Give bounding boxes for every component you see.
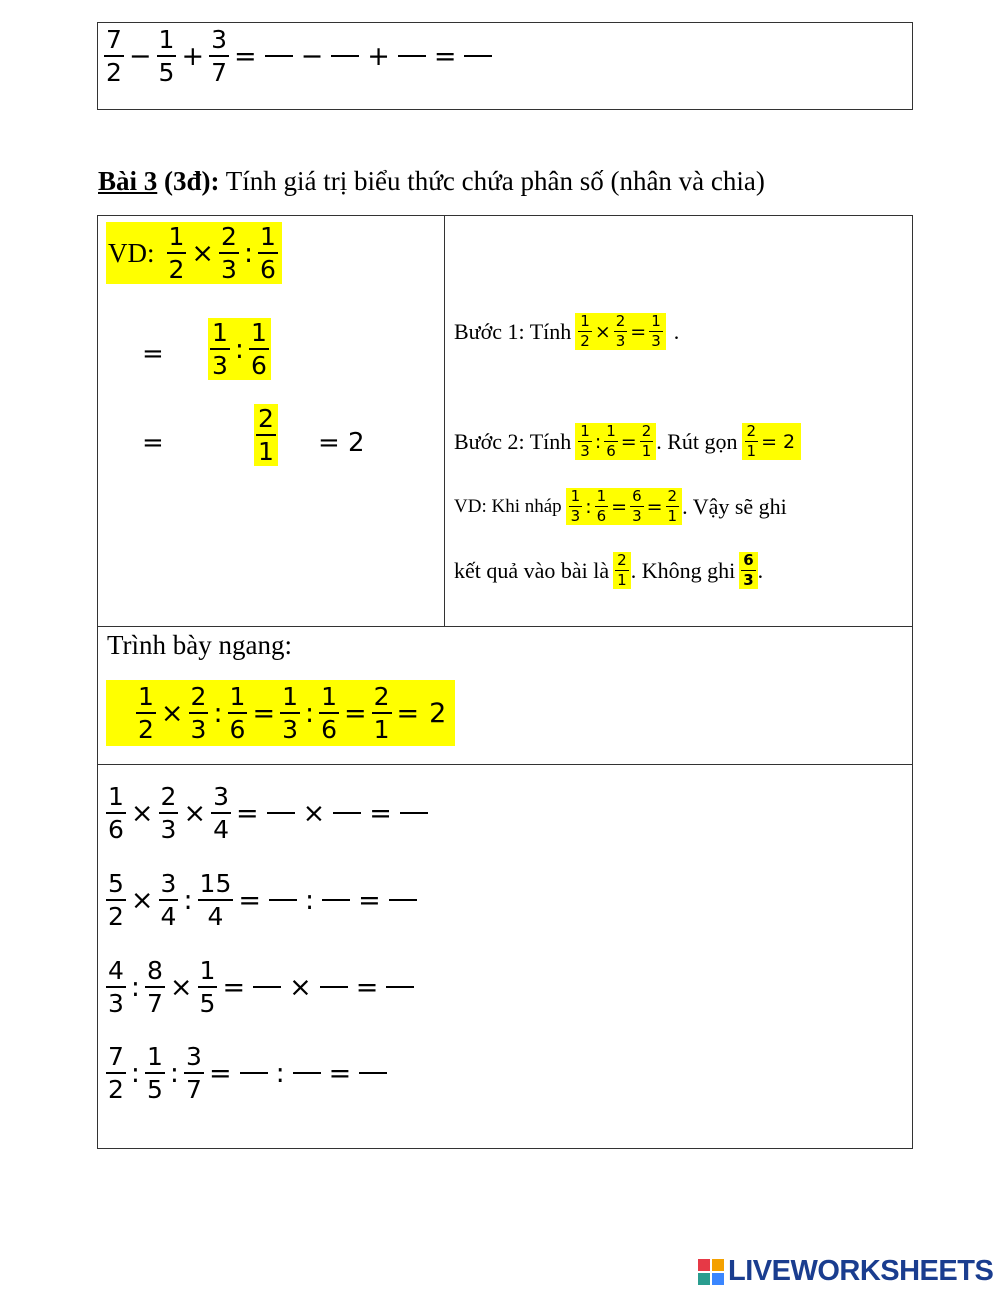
- operator: :: [213, 697, 223, 729]
- answer-blank[interactable]: [359, 1072, 387, 1074]
- fraction: [666, 489, 680, 524]
- denominator: 2: [138, 715, 154, 744]
- number: 2: [783, 430, 796, 453]
- numerator: 1: [136, 684, 156, 714]
- numerator: 1: [258, 224, 278, 254]
- denominator: 1: [746, 442, 757, 460]
- denominator: 3: [651, 332, 661, 350]
- answer-blank[interactable]: [293, 1072, 321, 1074]
- exercise-row: [106, 1030, 431, 1116]
- numerator: 1: [167, 224, 187, 254]
- fraction: [249, 320, 269, 378]
- operator: =: [252, 697, 276, 729]
- denominator: 3: [632, 507, 642, 525]
- example-result: = 2: [318, 428, 365, 458]
- fraction: [569, 489, 583, 524]
- step2-mid: . Rút gọn: [656, 428, 738, 454]
- numerator: 1: [580, 422, 590, 440]
- fraction: [211, 784, 231, 842]
- fraction: [228, 684, 248, 742]
- denominator: 2: [108, 902, 124, 931]
- column-divider: [444, 216, 445, 626]
- denominator: 3: [615, 332, 626, 350]
- exercise-row: [106, 770, 431, 856]
- numerator: 1: [157, 27, 177, 57]
- operator: ×: [191, 237, 215, 269]
- note-not: [739, 552, 757, 589]
- operator: +: [367, 40, 390, 72]
- note-label: VD: Khi nháp: [454, 495, 562, 517]
- operator: ×: [130, 797, 154, 829]
- numerator: 1: [210, 320, 230, 350]
- denominator: 3: [743, 571, 754, 589]
- denominator: 2: [108, 1075, 124, 1104]
- operator: =: [344, 697, 367, 729]
- numerator: 2: [189, 684, 209, 714]
- fraction: [258, 224, 278, 282]
- denominator: 6: [321, 715, 337, 744]
- fraction: [741, 553, 755, 588]
- denominator: 3: [282, 715, 298, 744]
- numerator: 4: [106, 958, 126, 988]
- answer-blank[interactable]: [253, 986, 281, 988]
- top-exercise-expression: [104, 27, 495, 85]
- section-instruction: Tính giá trị biểu thức chứa phân số (nhân và chia): [225, 166, 765, 196]
- fraction: [136, 684, 156, 742]
- note-mid: . Vậy sẽ ghi: [682, 493, 787, 519]
- example-line3: [254, 404, 278, 466]
- denominator: 6: [596, 507, 607, 525]
- answer-blank[interactable]: [240, 1072, 268, 1074]
- fraction: [106, 1044, 126, 1102]
- denominator: 1: [667, 507, 678, 525]
- operator: +: [181, 40, 205, 72]
- example-line2: [208, 318, 271, 380]
- fraction: [104, 27, 124, 85]
- fraction: [189, 684, 209, 742]
- numerator: 6: [743, 551, 754, 569]
- section-label: Bài 3: [98, 166, 158, 196]
- operator: ×: [169, 971, 193, 1003]
- fraction: [198, 871, 234, 929]
- operator: :: [275, 1057, 285, 1089]
- numerator: 15: [198, 871, 234, 901]
- operator: =: [369, 797, 392, 829]
- fraction: [219, 224, 239, 282]
- numerator: 1: [106, 784, 126, 814]
- answer-blank[interactable]: [267, 812, 295, 814]
- operator: ×: [302, 797, 326, 829]
- fraction: [106, 784, 126, 842]
- step2-label: Bước 2: Tính: [454, 428, 572, 454]
- operator: ×: [594, 320, 611, 343]
- answer-blank[interactable]: [265, 55, 293, 57]
- fraction: [578, 314, 592, 349]
- answer-blank[interactable]: [464, 55, 492, 57]
- denominator: 3: [160, 815, 177, 844]
- denominator: 4: [207, 902, 224, 931]
- numerator: 7: [104, 27, 124, 57]
- numerator: 1: [319, 684, 339, 714]
- numerator: 8: [145, 958, 165, 988]
- answer-blank[interactable]: [331, 55, 359, 57]
- fraction: [604, 424, 618, 459]
- denominator: 7: [211, 58, 227, 87]
- operator: =: [433, 40, 457, 72]
- watermark: [698, 1255, 993, 1288]
- denominator: 6: [260, 255, 276, 284]
- number: 2: [429, 697, 447, 729]
- numerator: 6: [632, 487, 642, 505]
- numerator: 1: [145, 1044, 165, 1074]
- denominator: 6: [251, 351, 267, 380]
- fraction: [256, 406, 276, 464]
- example-equals-2: =: [142, 428, 164, 458]
- step1-expression: [575, 313, 665, 350]
- fraction: [640, 424, 654, 459]
- horizontal-title: Trình bày ngang:: [107, 630, 293, 660]
- operator: =: [355, 971, 379, 1003]
- horizontal-expression: [106, 680, 455, 746]
- fraction: [167, 224, 187, 282]
- numerator: 1: [651, 312, 661, 330]
- fraction: [210, 320, 230, 378]
- denominator: 4: [213, 815, 229, 844]
- operator: =: [630, 320, 647, 343]
- fraction: [630, 489, 644, 524]
- numerator: 3: [159, 871, 179, 901]
- operator: =: [396, 697, 420, 729]
- numerator: 2: [667, 487, 678, 505]
- step1: [454, 313, 679, 350]
- step2: [454, 423, 801, 460]
- operator: =: [761, 430, 777, 453]
- denominator: 7: [186, 1075, 202, 1104]
- operator: :: [594, 430, 602, 453]
- operator: =: [611, 495, 628, 518]
- operator: =: [358, 884, 381, 916]
- section-points: (3đ):: [164, 166, 220, 196]
- numerator: 2: [615, 312, 626, 330]
- denominator: 3: [570, 507, 581, 525]
- example-equals-1: =: [142, 339, 164, 369]
- denominator: 3: [580, 442, 590, 460]
- denominator: 5: [158, 58, 175, 87]
- fraction: [106, 871, 126, 929]
- denominator: 6: [606, 442, 616, 460]
- numerator: 1: [249, 320, 269, 350]
- top-exercise-box: [97, 22, 913, 110]
- note-mid2: . Không ghi: [630, 557, 736, 583]
- note-end: .: [757, 557, 764, 583]
- fraction: [157, 27, 177, 85]
- operator: :: [183, 884, 193, 916]
- denominator: 1: [373, 715, 390, 744]
- denominator: 2: [168, 255, 185, 284]
- operator: =: [208, 1057, 232, 1089]
- operator: :: [304, 697, 315, 729]
- fraction: [578, 424, 592, 459]
- exercise-table: [97, 215, 913, 1149]
- numerator: 3: [209, 27, 229, 57]
- fraction: [614, 314, 628, 349]
- denominator: 5: [147, 1075, 163, 1104]
- answer-blank[interactable]: [389, 899, 417, 901]
- answer-blank[interactable]: [333, 812, 361, 814]
- answer-blank[interactable]: [322, 899, 350, 901]
- numerator: 1: [606, 422, 616, 440]
- fraction: [372, 684, 392, 742]
- denominator: 1: [617, 571, 627, 589]
- numerator: 2: [617, 551, 627, 569]
- numerator: 2: [219, 224, 239, 254]
- numerator: 3: [211, 784, 231, 814]
- denominator: 3: [212, 351, 228, 380]
- note-result: [613, 552, 631, 589]
- denominator: 2: [580, 332, 590, 350]
- operator: =: [646, 495, 663, 518]
- denominator: 3: [190, 715, 207, 744]
- step2-expression: [575, 423, 656, 460]
- operator: ×: [130, 884, 154, 916]
- fraction: [106, 958, 126, 1016]
- operator: =: [235, 797, 259, 829]
- denominator: 2: [106, 58, 122, 87]
- logo-icon: [698, 1259, 724, 1285]
- operator: :: [585, 495, 592, 518]
- row-divider: [98, 764, 912, 765]
- operator: =: [222, 971, 246, 1003]
- fraction: [159, 871, 179, 929]
- exercise-row: [106, 856, 431, 944]
- answer-blank[interactable]: [269, 899, 297, 901]
- operator: =: [233, 40, 257, 72]
- denominator: 3: [108, 989, 124, 1018]
- example-expression: [167, 224, 278, 282]
- step1-end: .: [673, 318, 680, 344]
- fraction: [198, 958, 218, 1016]
- operator: :: [243, 237, 254, 269]
- operator: −: [128, 40, 152, 72]
- denominator: 7: [147, 989, 163, 1018]
- fraction: [145, 1044, 165, 1102]
- operator: :: [304, 884, 315, 916]
- answer-blank[interactable]: [398, 55, 426, 57]
- step2-reduce: [742, 423, 802, 460]
- numerator: 1: [228, 684, 248, 714]
- operator: =: [328, 1057, 352, 1089]
- denominator: 1: [641, 442, 652, 460]
- note-line2-text: kết quả vào bài là: [454, 557, 610, 583]
- answer-blank[interactable]: [400, 812, 428, 814]
- operator: :: [169, 1057, 180, 1089]
- example-prefix: VD:: [108, 237, 155, 268]
- operator: :: [234, 333, 245, 365]
- denominator: 6: [229, 715, 246, 744]
- note-line2: [454, 552, 763, 589]
- denominator: 5: [199, 989, 216, 1018]
- operator: =: [620, 430, 637, 453]
- row-divider: [98, 626, 912, 627]
- fraction: [615, 553, 629, 588]
- fraction: [649, 314, 663, 349]
- numerator: 2: [746, 422, 757, 440]
- note-line1: [454, 488, 787, 525]
- numerator: 1: [570, 487, 581, 505]
- denominator: 4: [160, 902, 177, 931]
- example-line1: [106, 222, 282, 284]
- numerator: 2: [641, 422, 652, 440]
- denominator: 1: [258, 437, 274, 466]
- fraction: [184, 1044, 204, 1102]
- exercise-row: [106, 944, 431, 1030]
- operator: −: [300, 40, 324, 72]
- numerator: 2: [256, 406, 276, 436]
- answer-blank[interactable]: [320, 986, 348, 988]
- numerator: 1: [280, 684, 300, 714]
- fraction: [145, 958, 165, 1016]
- fraction: [595, 489, 609, 524]
- section-heading: [98, 166, 765, 197]
- denominator: 3: [221, 255, 237, 284]
- numerator: 7: [106, 1044, 126, 1074]
- note-expression: [566, 488, 682, 525]
- operator: ×: [289, 971, 312, 1003]
- fraction: [159, 784, 179, 842]
- step1-label: Bước 1: Tính: [454, 318, 572, 344]
- answer-blank[interactable]: [386, 986, 414, 988]
- fraction: [745, 424, 759, 459]
- numerator: 3: [184, 1044, 204, 1074]
- denominator: 6: [108, 815, 124, 844]
- numerator: 1: [198, 958, 218, 988]
- fraction: [209, 27, 229, 85]
- operator: :: [130, 971, 141, 1003]
- operator: ×: [183, 797, 207, 829]
- fraction: [280, 684, 300, 742]
- numerator: 2: [372, 684, 392, 714]
- operator: ×: [160, 697, 184, 729]
- fraction: [319, 684, 339, 742]
- operator: :: [130, 1057, 141, 1089]
- numerator: 1: [596, 487, 607, 505]
- numerator: 1: [580, 312, 590, 330]
- operator: =: [238, 884, 261, 916]
- exercises: [106, 770, 431, 1116]
- numerator: 2: [159, 784, 179, 814]
- numerator: 5: [106, 871, 126, 901]
- watermark-text: LIVEWORKSHEETS: [728, 1255, 994, 1287]
